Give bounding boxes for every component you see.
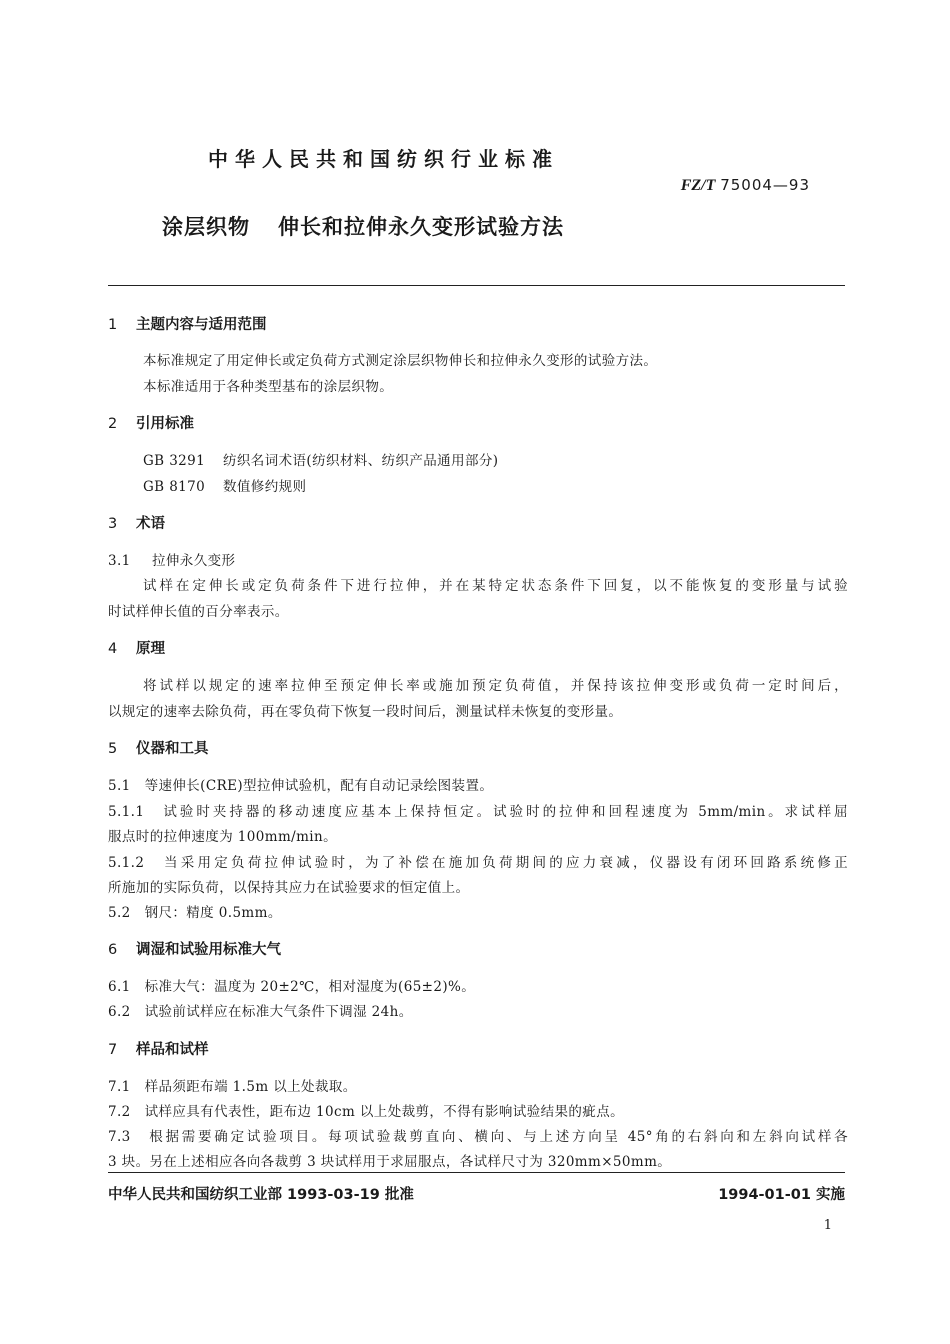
section-4-heading [108,637,165,658]
section-title: 原理 [136,641,165,657]
reference-name: 数值修约规则 [223,479,307,495]
section-1-heading [108,313,267,334]
section-title: 引用标准 [136,416,194,432]
term-number: 3.1 [108,553,131,569]
section-title: 仪器和工具 [136,741,209,757]
section-3-heading [108,512,165,533]
document-title [162,211,564,241]
section-title: 主题内容与适用范围 [136,317,267,333]
clause-5-2: 5.2 钢尺：精度 0.5mm。 [108,905,282,921]
header-divider [108,285,845,286]
section-title: 样品和试样 [136,1042,209,1058]
section-number: 7 [108,1042,118,1058]
section-title: 调湿和试验用标准大气 [136,942,281,958]
section-number: 5 [108,741,118,757]
clause-7-3-line-2: 3 块。另在上述相应各向各裁剪 3 块试样用于求屈服点，各试样尺寸为 320mm×50mm。 [108,1154,672,1170]
s3-term [108,549,235,569]
s1-paragraph-1: 本标准规定了用定伸长或定负荷方式测定涂层织物伸长和拉伸永久变形的试验方法。 [143,353,658,369]
section-number: 3 [108,516,118,532]
reference-code: GB 3291 [143,453,206,469]
section-number: 6 [108,942,118,958]
clause-7-2: 7.2 试样应具有代表性，距布边 10cm 以上处裁剪，不得有影响试验结果的疵点。 [108,1104,624,1120]
title-part-b: 伸长和拉伸永久变形试验方法 [278,215,564,239]
clause-5-1-1-line-2: 服点时的拉伸速度为 100mm/min。 [108,829,338,845]
standard-code [681,176,810,195]
section-5-heading [108,737,209,758]
section-number: 4 [108,641,118,657]
approval-line: 中华人民共和国纺织工业部 1993-03-19 批准 [108,1187,414,1203]
clause-5-1-1-line-1: 5.1.1 试验时夹持器的移动速度应基本上保持恒定。试验时的拉伸和回程速度为 5mm/min。求试样屈 [108,804,848,820]
section-number: 2 [108,416,118,432]
clause-5-1-2-line-1: 5.1.2 当采用定负荷拉伸试验时，为了补偿在施加负荷期间的应力衰减，仪器设有闭环回路系统修正 [108,855,848,871]
footer-divider [108,1172,845,1173]
clause-6-2: 6.2 试验前试样应在标准大气条件下调湿 24h。 [108,1004,413,1020]
s1-paragraph-2: 本标准适用于各种类型基布的涂层织物。 [143,379,394,395]
clause-6-1: 6.1 标准大气：温度为 20±2℃，相对湿度为(65±2)%。 [108,979,476,995]
section-2-heading [108,412,194,433]
page-number: 1 [823,1218,832,1233]
clause-7-1: 7.1 样品须距布端 1.5m 以上处裁取。 [108,1079,357,1095]
section-7-heading [108,1038,209,1059]
s3-definition-line-1: 试样在定伸长或定负荷条件下进行拉伸，并在某特定状态条件下回复，以不能恢复的变形量与试验 [143,578,848,594]
effective-date: 1994-01-01 实施 [718,1187,845,1203]
issuing-organization: 中华人民共和国纺织行业标准 [208,147,559,171]
clause-7-3-line-1: 7.3 根据需要确定试验项目。每项试验裁剪直向、横向、与上述方向呈 45°角的右斜向和左斜向试样各 [108,1129,848,1145]
standard-code-number: 75004—93 [720,176,810,194]
reference-name: 纺织名词术语(纺织材料、纺织产品通用部分) [223,453,499,469]
title-part-a: 涂层织物 [162,215,250,239]
term-title: 拉伸永久变形 [152,553,236,569]
section-number: 1 [108,317,118,333]
section-title: 术语 [136,516,165,532]
reference-item [143,449,498,469]
section-6-heading [108,938,281,959]
clause-5-1-2-line-2: 所施加的实际负荷，以保持其应力在试验要求的恒定值上。 [108,880,470,896]
reference-item [143,475,306,495]
clause-5-1: 5.1 等速伸长(CRE)型拉伸试验机，配有自动记录绘图装置。 [108,778,494,794]
s4-principle-line-1: 将试样以规定的速率拉伸至预定伸长率或施加预定负荷值，并保持该拉伸变形或负荷一定时间后， [143,678,848,694]
standard-code-prefix: FZ/T [680,177,716,194]
s3-definition-line-2: 时试样伸长值的百分率表示。 [108,604,289,620]
reference-code: GB 8170 [143,479,206,495]
s4-principle-line-2: 以规定的速率去除负荷，再在零负荷下恢复一段时间后，测量试样未恢复的变形量。 [108,704,623,720]
